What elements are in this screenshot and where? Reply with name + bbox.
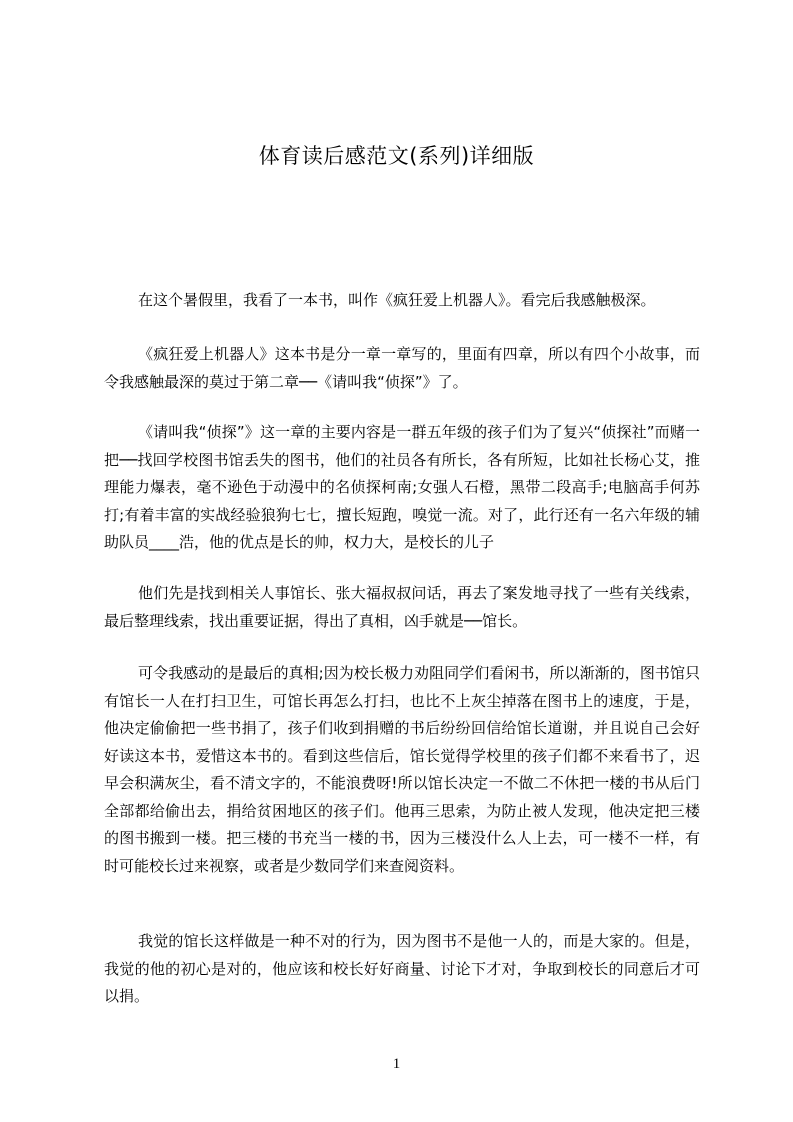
paragraph-5: 可令我感动的是最后的真相;因为校长极力劝阻同学们看闲书，所以渐渐的，图书馆只有馆长一人在打扫卫生，可馆长再怎么打扫，也比不上灰尘掉落在图书上的速度，于是，他决定偷偷把一些书捐了，孩子们收到捐赠的书后纷纷回信给馆长道谢，并且说自己会好好读这本书，爱惜这本书的。看到这些信后，馆长觉得学校里的孩子们都不来看书了，迟早会积满灰尘，看不清文字的，不能浪费呀!所以馆长决定一不做二不休把一楼的书从后门全部都给偷出去，捐给贫困地区的孩子们。他再三思索，为防止被人发现，他决定把三楼的图书搬到一楼。把三楼的书充当一楼的书，因为三楼没什么人上去，可一楼不一样，有时可能校长过来视察，或者是少数同学们来查阅资料。 (104, 664, 700, 875)
paragraph-1: 在这个暑假里，我看了一本书，叫作《疯狂爱上机器人》。看完后我感触极深。 (138, 291, 656, 309)
paragraph-6: 我觉的馆长这样做是一种不对的行为，因为图书不是他一人的，而是大家的。但是，我觉的他的初心是对的，他应该和校长好好商量、讨论下才对，争取到校长的同意后才可以捐。 (104, 932, 700, 1005)
paragraph-2: 《疯狂爱上机器人》这本书是分一章一章写的，里面有四章，所以有四个小故事，而令我感触最深的莫过于第二章──《请叫我“侦探”》了。 (104, 345, 700, 391)
page-title: 体育读后感范文(系列)详细版 (258, 144, 535, 168)
paragraph-3: 《请叫我“侦探”》这一章的主要内容是一群五年级的孩子们为了复兴“侦探社”而赌一把──找回学校图书馆丢失的图书，他们的社员各有所长，各有所短，比如社长杨心艾，推理能力爆表，毫不逊色于动漫中的名侦探柯南;女强人石橙，黑带二段高手;电脑高手何苏打;有着丰富的实战经验狼狗七七，擅长短跑，嗅觉一流。对了，此行还有一名六年级的辅助队员____浩，他的优点是长的帅，权力大，是校长的儿子 (104, 423, 700, 551)
paragraph-4: 他们先是找到相关人事馆长、张大福叔叔问话，再去了案发地寻找了一些有关线索，最后整理线索，找出重要证据，得出了真相，凶手就是──馆长。 (104, 584, 700, 630)
page-number: 1 (392, 1056, 401, 1072)
